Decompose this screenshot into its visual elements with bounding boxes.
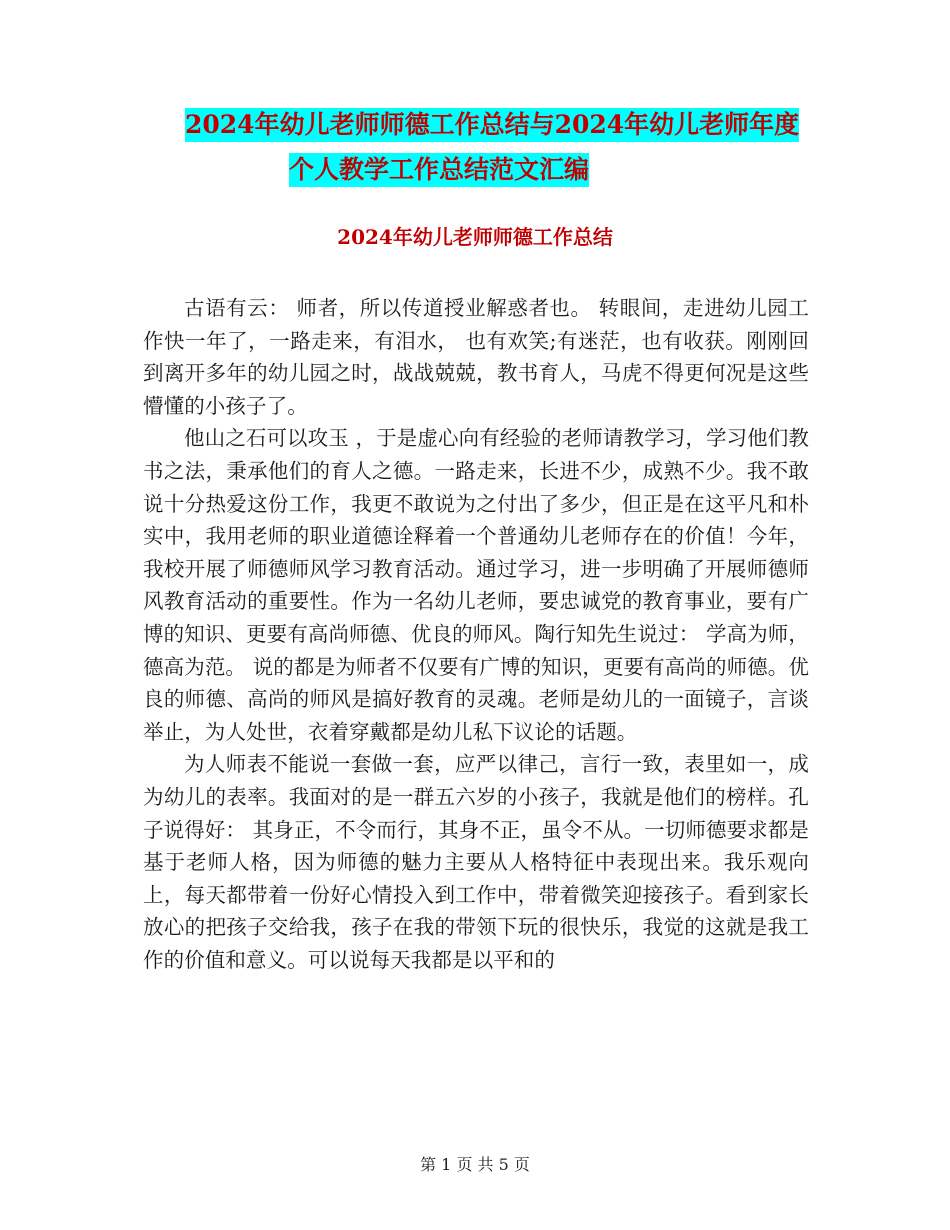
page-footer: 第 1 页 共 5 页 <box>420 1155 530 1174</box>
title-line-2: 个人教学工作总结范文汇编 <box>289 153 589 187</box>
section-title: 2024年幼儿老师师德工作总结 <box>337 225 613 249</box>
paragraph-2: 他山之石可以攻玉 ，于是虚心向有经验的老师请教学习，学习他们教书之法，秉承他们的育人之德。一路走来，长进不少，成熟不少。我不敢说十分热爱这份工作，我更不敢说为之付出了多少，但正是在这平凡和朴实中，我用老师的职业道德诠释着一个普通幼儿老师存在的价值！今年，我校开展了师德师风学习教育活动。通过学习，进一步明确了开展师德师风教育活动的重要性。作为一名幼儿老师，要忠诚党的教育事业，要有广博的知识、更要有高尚师德、优良的师风。陶行知先生说过： 学高为师，德高为范。 说的都是为师者不仅要有广博的知识，更要有高尚的师德。优良的师德、高尚的师风是搞好教育的灵魂。老师是幼儿的一面镜子，言谈举止，为人处世，衣着穿戴都是幼儿私下议论的话题。 <box>143 426 809 744</box>
body-text <box>143 292 809 976</box>
paragraph-1: 古语有云： 师者，所以传道授业解惑者也。 转眼间，走进幼儿园工作快一年了，一路走来，有泪水， 也有欢笑;有迷茫，也有收获。刚刚回到离开多年的幼儿园之时，战战兢兢，教书育人，马虎不得更何况是这些懵懂的小孩子了。 <box>143 296 809 418</box>
document-title <box>185 108 815 187</box>
paragraph-3: 为人师表不能说一套做一套，应严以律己，言行一致，表里如一，成为幼儿的表率。我面对的是一群五六岁的小孩子，我就是他们的榜样。孔子说得好： 其身正，不令而行，其身不正，虽令不从。一切师德要求都是基于老师人格，因为师德的魅力主要从人格特征中表现出来。我乐观向上，每天都带着一份好心情投入到工作中，带着微笑迎接孩子。看到家长放心的把孩子交给我，孩子在我的带领下玩的很快乐，我觉的这就是我工作的价值和意义。可以说每天我都是以平和的 <box>143 752 809 972</box>
title-line-1: 2024年幼儿老师师德工作总结与2024年幼儿老师年度 <box>185 108 799 142</box>
